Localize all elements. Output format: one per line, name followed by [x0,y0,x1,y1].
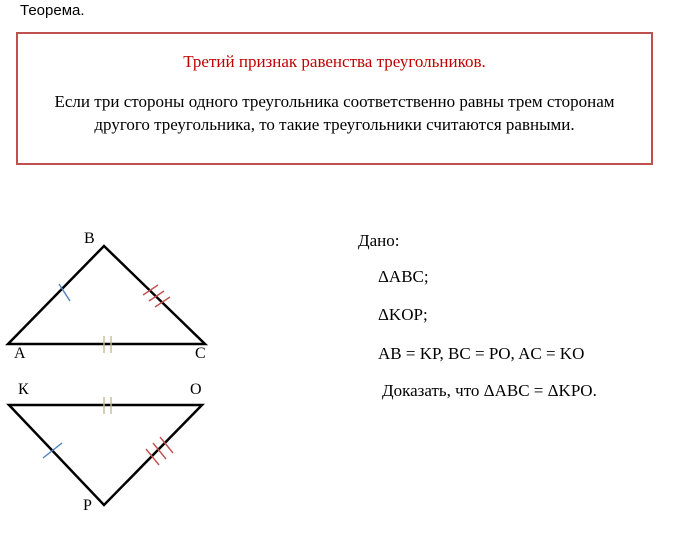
vertex-label-p: Р [83,497,92,514]
theorem-line-2: другого треугольника, то такие треугольники считаются равными. [94,115,575,134]
vertex-label-k: К [18,381,29,398]
prove-statement: Доказать, что ΔABC = ΔKPO. [382,381,597,400]
tick-po [146,437,173,465]
given-triangle-abc: ΔABC; [378,267,429,286]
given-triangle-kop: ΔKOP; [378,305,428,324]
theorem-line-1: Если три стороны одного треугольника соответственно равны трем сторонам [54,92,615,111]
triangle-kop [9,405,202,505]
vertex-label-c: C [195,345,206,362]
given-label: Дано: [358,231,400,250]
heading: Теорема. [20,2,85,19]
given-equalities: AB = KP, BC = PO, AC = KO [378,344,585,363]
vertex-label-a: A [14,345,26,362]
vertex-label-o: О [190,381,202,398]
triangle-abc [8,246,205,344]
theorem-title: Третий признак равенства треугольников. [183,52,486,71]
vertex-label-b: B [84,230,95,247]
